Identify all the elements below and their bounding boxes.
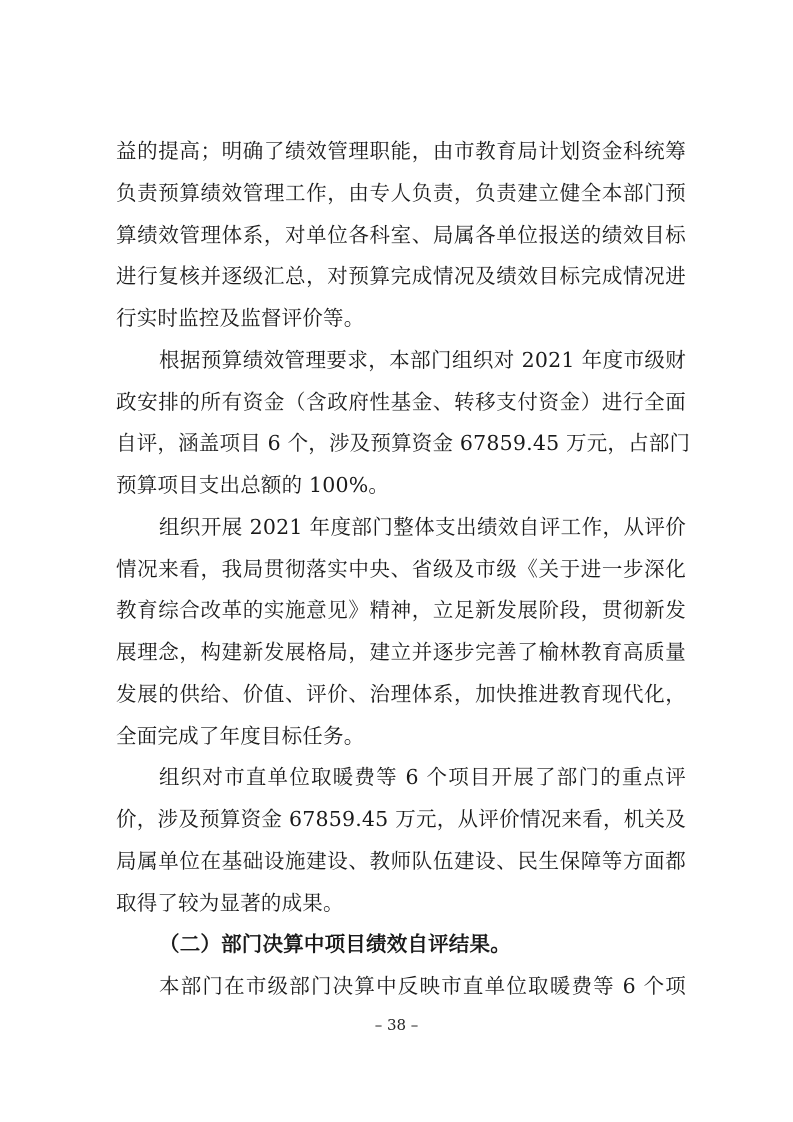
body-text-line: 情况来看，我局贯彻落实中央、省级及市级《关于进一步深化 bbox=[116, 557, 686, 581]
paragraph-first-line: 根据预算绩效管理要求，本部门组织对 2021 年度市级财 bbox=[159, 348, 686, 372]
body-text-line: 负责预算绩效管理工作，由专人负责，负责建立健全本部门预 bbox=[116, 181, 686, 205]
paragraph-first-line: 组织对市直单位取暖费等 6 个项目开展了部门的重点评 bbox=[159, 765, 686, 789]
body-text-line: 进行复核并逐级汇总，对预算完成情况及绩效目标完成情况进 bbox=[116, 264, 686, 288]
body-text-line: 行实时监控及监督评价等。 bbox=[116, 306, 365, 330]
body-text-line: 政安排的所有资金（含政府性基金、转移支付资金）进行全面 bbox=[116, 390, 686, 414]
body-text-line: 全面完成了年度目标任务。 bbox=[116, 724, 365, 748]
body-text-line: 取得了较为显著的成果。 bbox=[116, 891, 344, 915]
paragraph-first-line: 组织开展 2021 年度部门整体支出绩效自评工作，从评价 bbox=[159, 515, 686, 539]
body-text-line: 算绩效管理体系，对单位各科室、局属各单位报送的绩效目标 bbox=[116, 223, 686, 247]
body-text-line: 益的提高；明确了绩效管理职能，由市教育局计划资金科统筹 bbox=[116, 139, 686, 163]
body-text-line: 教育综合改革的实施意见》精神，立足新发展阶段，贯彻新发 bbox=[116, 598, 686, 622]
paragraph-first-line: 本部门在市级部门决算中反映市直单位取暖费等 6 个项 bbox=[159, 974, 686, 998]
body-text-line: 预算项目支出总额的 100%。 bbox=[116, 473, 390, 497]
body-text-line: 价，涉及预算资金 67859.45 万元，从评价情况来看，机关及 bbox=[116, 807, 686, 831]
body-text-line: 发展的供给、价值、评价、治理体系，加快推进教育现代化， bbox=[116, 682, 686, 706]
page-number: – 38 – bbox=[374, 1016, 419, 1034]
body-text-line: 自评，涵盖项目 6 个，涉及预算资金 67859.45 万元，占部门 bbox=[116, 431, 691, 455]
body-text-line: 局属单位在基础设施建设、教师队伍建设、民生保障等方面都 bbox=[116, 849, 686, 873]
body-text-line: 展理念，构建新发展格局，建立并逐步完善了榆林教育高质量 bbox=[116, 640, 686, 664]
section-heading: （二）部门决算中项目绩效自评结果。 bbox=[159, 932, 511, 956]
